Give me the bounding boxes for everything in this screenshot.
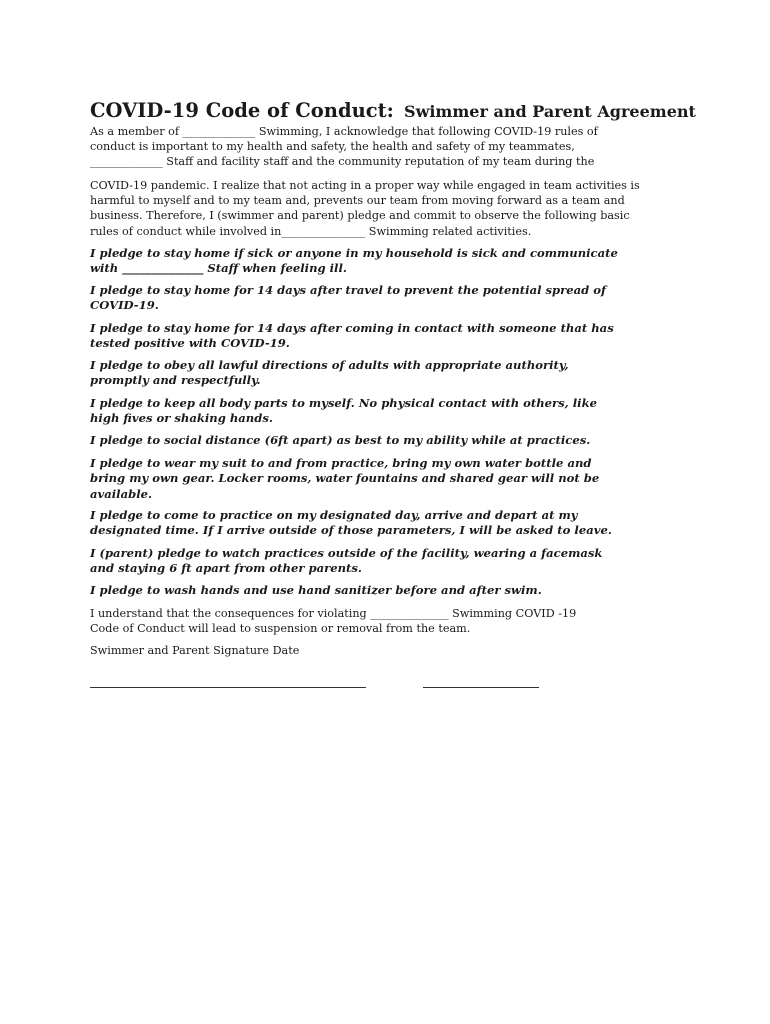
pledge-line: with ______________ Staff when feeling ill.: [90, 261, 347, 276]
date-line[interactable]: [423, 686, 539, 688]
intro-line: business. Therefore, I (swimmer and parent) pledge and commit to observe the following basic: [90, 209, 630, 223]
pledge-item: [90, 433, 690, 448]
intro-paragraph-continued: [90, 178, 690, 239]
title-subtitle: Swimmer and Parent Agreement: [404, 102, 696, 121]
consequence-paragraph: [90, 606, 690, 636]
pledge-line: I (parent) pledge to watch practices outside of the facility, wearing a facemask: [90, 546, 603, 560]
signature-label: Swimmer and Parent Signature Date: [90, 644, 300, 657]
pledge-line: I pledge to stay home if sick or anyone in my household is sick and communicate: [90, 246, 618, 260]
intro-paragraph: [90, 124, 690, 170]
pledge-line: I pledge to wash hands and use hand sanitizer before and after swim.: [90, 583, 542, 597]
pledge-line: I pledge to obey all lawful directions of adults with appropriate authority,: [90, 358, 569, 372]
pledge-item: [90, 546, 690, 577]
consequence-line: I understand that the consequences for violating ______________ Swimming COVID -19: [90, 607, 577, 620]
pledge-item: [90, 358, 690, 389]
intro-line: _____________ Staff and facility staff and the community reputation of my team during the: [90, 155, 595, 169]
pledge-line: I pledge to stay home for 14 days after coming in contact with someone that has: [90, 321, 614, 335]
intro-line: conduct is important to my health and safety, the health and safety of my teammates,: [90, 140, 575, 154]
document-title: [90, 92, 710, 126]
pledge-item: [90, 283, 690, 314]
pledge-line: I pledge to come to practice on my designated day, arrive and depart at my: [90, 508, 578, 522]
pledge-item: [90, 321, 690, 352]
intro-line: harmful to myself and to my team and, prevents our team from moving forward as a team and: [90, 194, 625, 208]
intro-line: rules of conduct while involved in_______________ Swimming related activities.: [90, 224, 532, 238]
pledge-line: high fives or shaking hands.: [90, 411, 273, 426]
pledge-line: promptly and respectfully.: [90, 373, 261, 388]
pledge-line: I pledge to social distance (6ft apart) as best to my ability while at practices.: [90, 433, 591, 447]
pledge-line: I pledge to keep all body parts to myself. No physical contact with others, like: [90, 396, 597, 410]
signature-line[interactable]: [90, 686, 366, 688]
intro-line: As a member of _____________ Swimming, I acknowledge that following COVID-19 rules of: [90, 125, 598, 138]
consequence-line: Code of Conduct will lead to suspension or removal from the team.: [90, 622, 471, 636]
pledge-item: [90, 396, 690, 427]
pledge-line: available.: [90, 486, 153, 501]
pledge-item: [90, 508, 690, 539]
title-main: COVID-19 Code of Conduct:: [90, 99, 394, 122]
pledge-line: bring my own gear. Locker rooms, water fountains and shared gear will not be: [90, 471, 600, 486]
pledge-line: I pledge to wear my suit to and from practice, bring my own water bottle and: [90, 456, 592, 470]
pledge-line: I pledge to stay home for 14 days after travel to prevent the potential spread of: [90, 283, 607, 297]
pledge-item: [90, 456, 690, 502]
pledge-line: COVID-19.: [90, 298, 159, 313]
pledge-line: and staying 6 ft apart from other parents.: [90, 561, 362, 576]
pledge-line: designated time. If I arrive outside of those parameters, I will be asked to leave.: [90, 523, 612, 538]
intro-line: COVID-19 pandemic. I realize that not acting in a proper way while engaged in team activities is: [90, 179, 640, 192]
pledge-line: tested positive with COVID-19.: [90, 336, 290, 351]
pledge-item: [90, 583, 690, 598]
pledge-item: [90, 246, 690, 277]
